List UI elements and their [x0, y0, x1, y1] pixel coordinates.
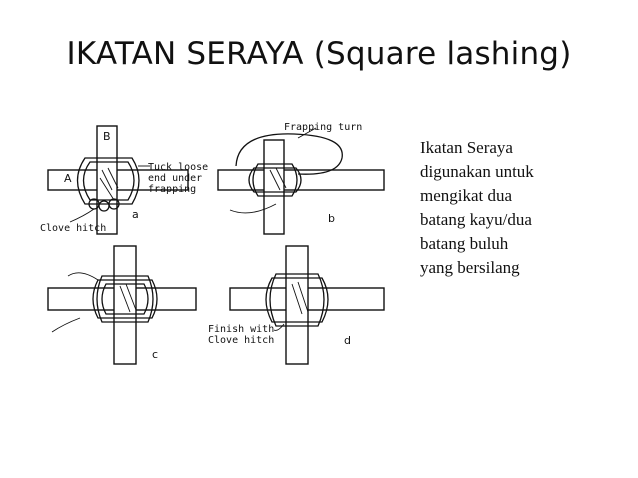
panel-a-letter: a	[132, 208, 139, 221]
panel-a	[40, 126, 208, 234]
square-lashing-illustration	[40, 118, 390, 366]
description-line-1: Ikatan Seraya	[420, 138, 513, 157]
panel-b	[218, 122, 384, 234]
tuck-note-1: Tuck loose	[148, 162, 209, 173]
label-B: B	[103, 130, 111, 143]
tuck-note-3: frapping	[148, 184, 197, 195]
slide-title: IKATAN SERAYA (Square lashing)	[66, 36, 572, 72]
panel-c	[48, 246, 196, 364]
panel-b-letter: b	[328, 212, 335, 225]
tuck-note-2: end under	[148, 173, 203, 184]
clove-hitch-label: Clove hitch	[40, 223, 107, 234]
description-line-6: yang bersilang	[420, 258, 520, 277]
description-line-5: batang buluh	[420, 234, 509, 253]
description-line-4: batang kayu/dua	[420, 210, 532, 229]
lashing-diagram	[40, 118, 390, 366]
finish-note-2: Clove hitch	[208, 335, 275, 346]
label-A: A	[64, 172, 72, 185]
finish-note-1: Finish with	[208, 324, 275, 335]
description-text	[420, 136, 590, 280]
panel-d	[208, 246, 384, 364]
panel-c-letter: c	[152, 348, 159, 361]
description-line-3: mengikat dua	[420, 186, 513, 205]
description-line-2: digunakan untuk	[420, 162, 534, 181]
frapping-turn-label: Frapping turn	[284, 122, 363, 133]
panel-d-letter: d	[344, 334, 351, 347]
